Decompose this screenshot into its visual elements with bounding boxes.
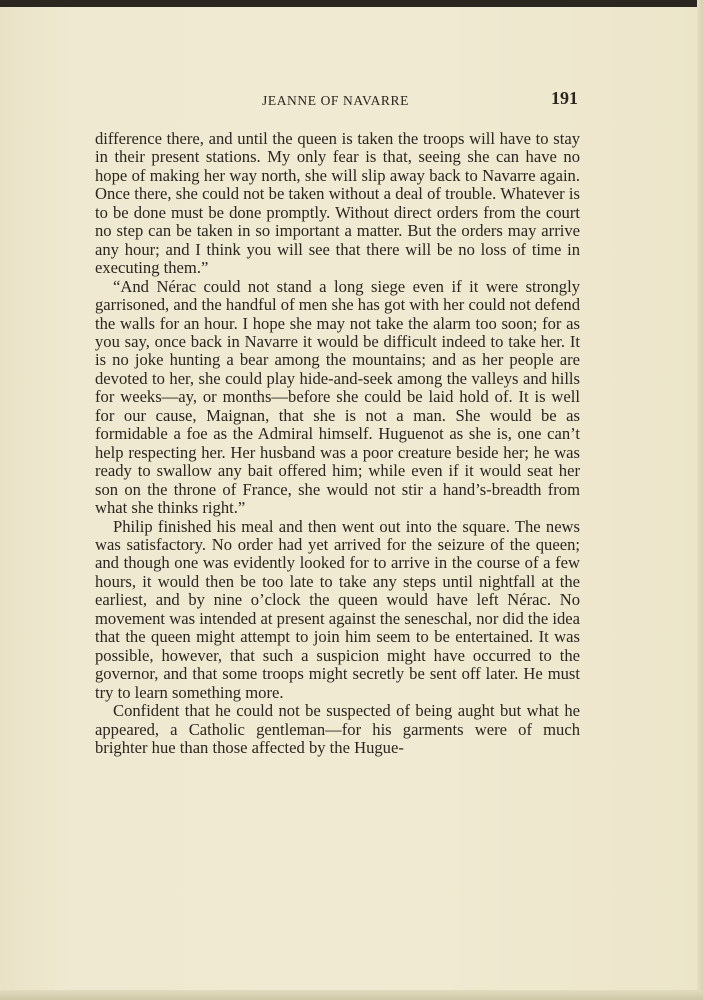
paragraph-3: Philip finished his meal and then went out into the square. The news was satisfactory. No order had yet arrived for the seizure of the queen; and though one was evidently looked for to arrive in the course of a few hours, it would then be too late to take any steps until nightfall at the earliest, and by nine o’clock the queen would have left Nérac. No movement was intended at present against the seneschal, nor did the idea that the queen might attempt to join him seem to be entertained. It was possible, however, that such a suspicion might have occurred to the governor, and that some troops might secretly be sent off later. He must try to learn something more. [95,516,580,702]
paragraph-4: Confident that he could not be suspected of being aught but what he appeared, a Catholic gentleman—for his garments were of much brighter hue than those affected by the Hugue- [95,701,580,757]
page-header [95,90,580,112]
page-top-edge [0,0,703,7]
page-bottom-edge [0,990,703,1000]
paragraph-2: “And Nérac could not stand a long siege even if it were strongly garrisoned, and the handful of men she has got with her could not defend the walls for an hour. I hope she may not take the alarm too soon; for as you say, once back in Navarre it would be difficult indeed to take her. It is no joke hunting a bear among the mountains; and as her people are devoted to her, she could play hide-and-seek among the valleys and hills for weeks—ay, or months—before she could be laid hold of. It is well for our cause, Maignan, that she is not a man. She would be as formidable a foe as the Admiral himself. Huguenot as she is, one can’t help respecting her. Her husband was a poor creature beside her; he was ready to swallow any bait offered him; while even if it would seat her son on the throne of France, she would not stir a hand’s-breadth from what she thinks right.” [95,276,580,518]
running-head: JEANNE OF NAVARRE [262,93,409,108]
page-number: 191 [551,88,578,108]
body-text [95,130,580,757]
page-right-edge [697,0,703,1000]
paragraph-1: difference there, and until the queen is taken the troops will have to stay in their present stations. My only fear is that, seeing she can have no hope of making her way north, she will slip away back to Navarre again. Once there, she could not be taken without a deal of trouble. Whatever is to be done must be done promptly. Without direct orders from the court no step can be taken in so important a matter. But the orders may arrive any hour; and I think you will see that there will be no loss of time in executing them.” [95,129,580,278]
